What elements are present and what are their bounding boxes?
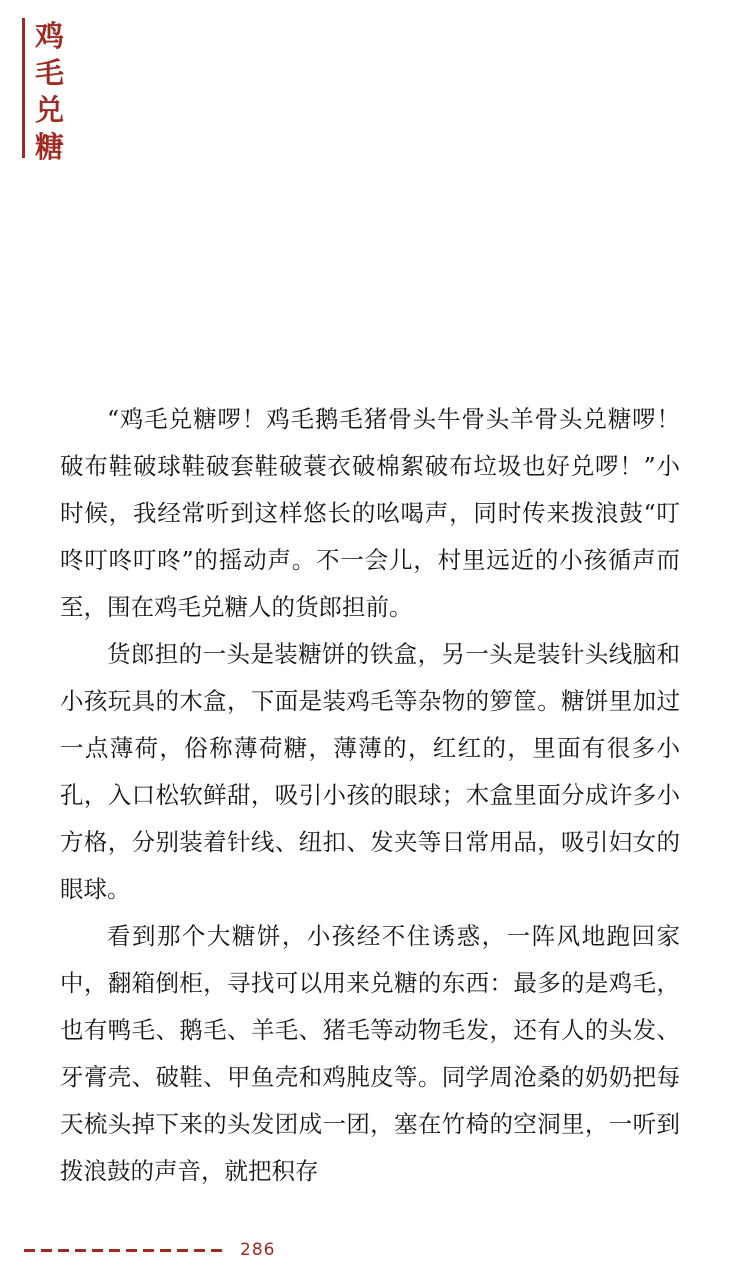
title-accent-rule <box>22 18 25 158</box>
title-char-4: 糖 <box>35 130 65 165</box>
title-char-3: 兑 <box>35 93 65 128</box>
body-text <box>60 396 680 1195</box>
chapter-title-block <box>22 18 64 166</box>
footer-dash <box>160 1249 171 1252</box>
page-number: 286 <box>240 1240 276 1260</box>
footer-dash <box>58 1249 69 1252</box>
footer-dash <box>211 1249 222 1252</box>
footer-dash <box>177 1249 188 1252</box>
chapter-title-vertical <box>35 18 64 166</box>
title-char-2: 毛 <box>35 56 65 91</box>
title-char-1: 鸡 <box>35 19 65 53</box>
paragraph-2: 货郎担的一头是装糖饼的铁盒，另一头是装针头线脑和小孩玩具的木盒，下面是装鸡毛等杂物的箩筐。糖饼里加过一点薄荷，俗称薄荷糖，薄薄的，红红的，里面有很多小孔，入口松软鲜甜，吸引小孩的眼球；木盒里面分成许多小方格，分别装着针线、纽扣、发夹等日常用品，吸引妇女的眼球。 <box>60 640 680 903</box>
page-footer <box>24 1240 275 1260</box>
footer-dash <box>92 1249 103 1252</box>
paragraph-1: “鸡毛兑糖啰！鸡毛鹅毛猪骨头牛骨头羊骨头兑糖啰！破布鞋破球鞋破套鞋破蓑衣破棉絮破布垃圾也好兑啰！”小时候，我经常听到这样悠长的吆喝声，同时传来拨浪鼓“叮咚叮咚叮咚”的摇动声。不一会儿，村里远近的小孩循声而至，围在鸡毛兑糖人的货郎担前。 <box>60 405 680 621</box>
footer-dash <box>143 1249 154 1252</box>
paragraph-3: 看到那个大糖饼，小孩经不住诱惑，一阵风地跑回家中，翻箱倒柜，寻找可以用来兑糖的东西：最多的是鸡毛，也有鸭毛、鹅毛、羊毛、猪毛等动物毛发，还有人的头发、牙膏壳、破鞋、甲鱼壳和鸡肫皮等。同学周沧桑的奶奶把每天梳头掉下来的头发团成一团，塞在竹椅的空洞里，一听到拨浪鼓的声音，就把积存 <box>60 922 680 1185</box>
footer-dash <box>194 1249 205 1252</box>
footer-dash <box>126 1249 137 1252</box>
footer-dash <box>109 1249 120 1252</box>
footer-dash-rule <box>24 1249 228 1252</box>
footer-dash <box>41 1249 52 1252</box>
footer-dash <box>24 1249 35 1252</box>
footer-dash <box>75 1249 86 1252</box>
